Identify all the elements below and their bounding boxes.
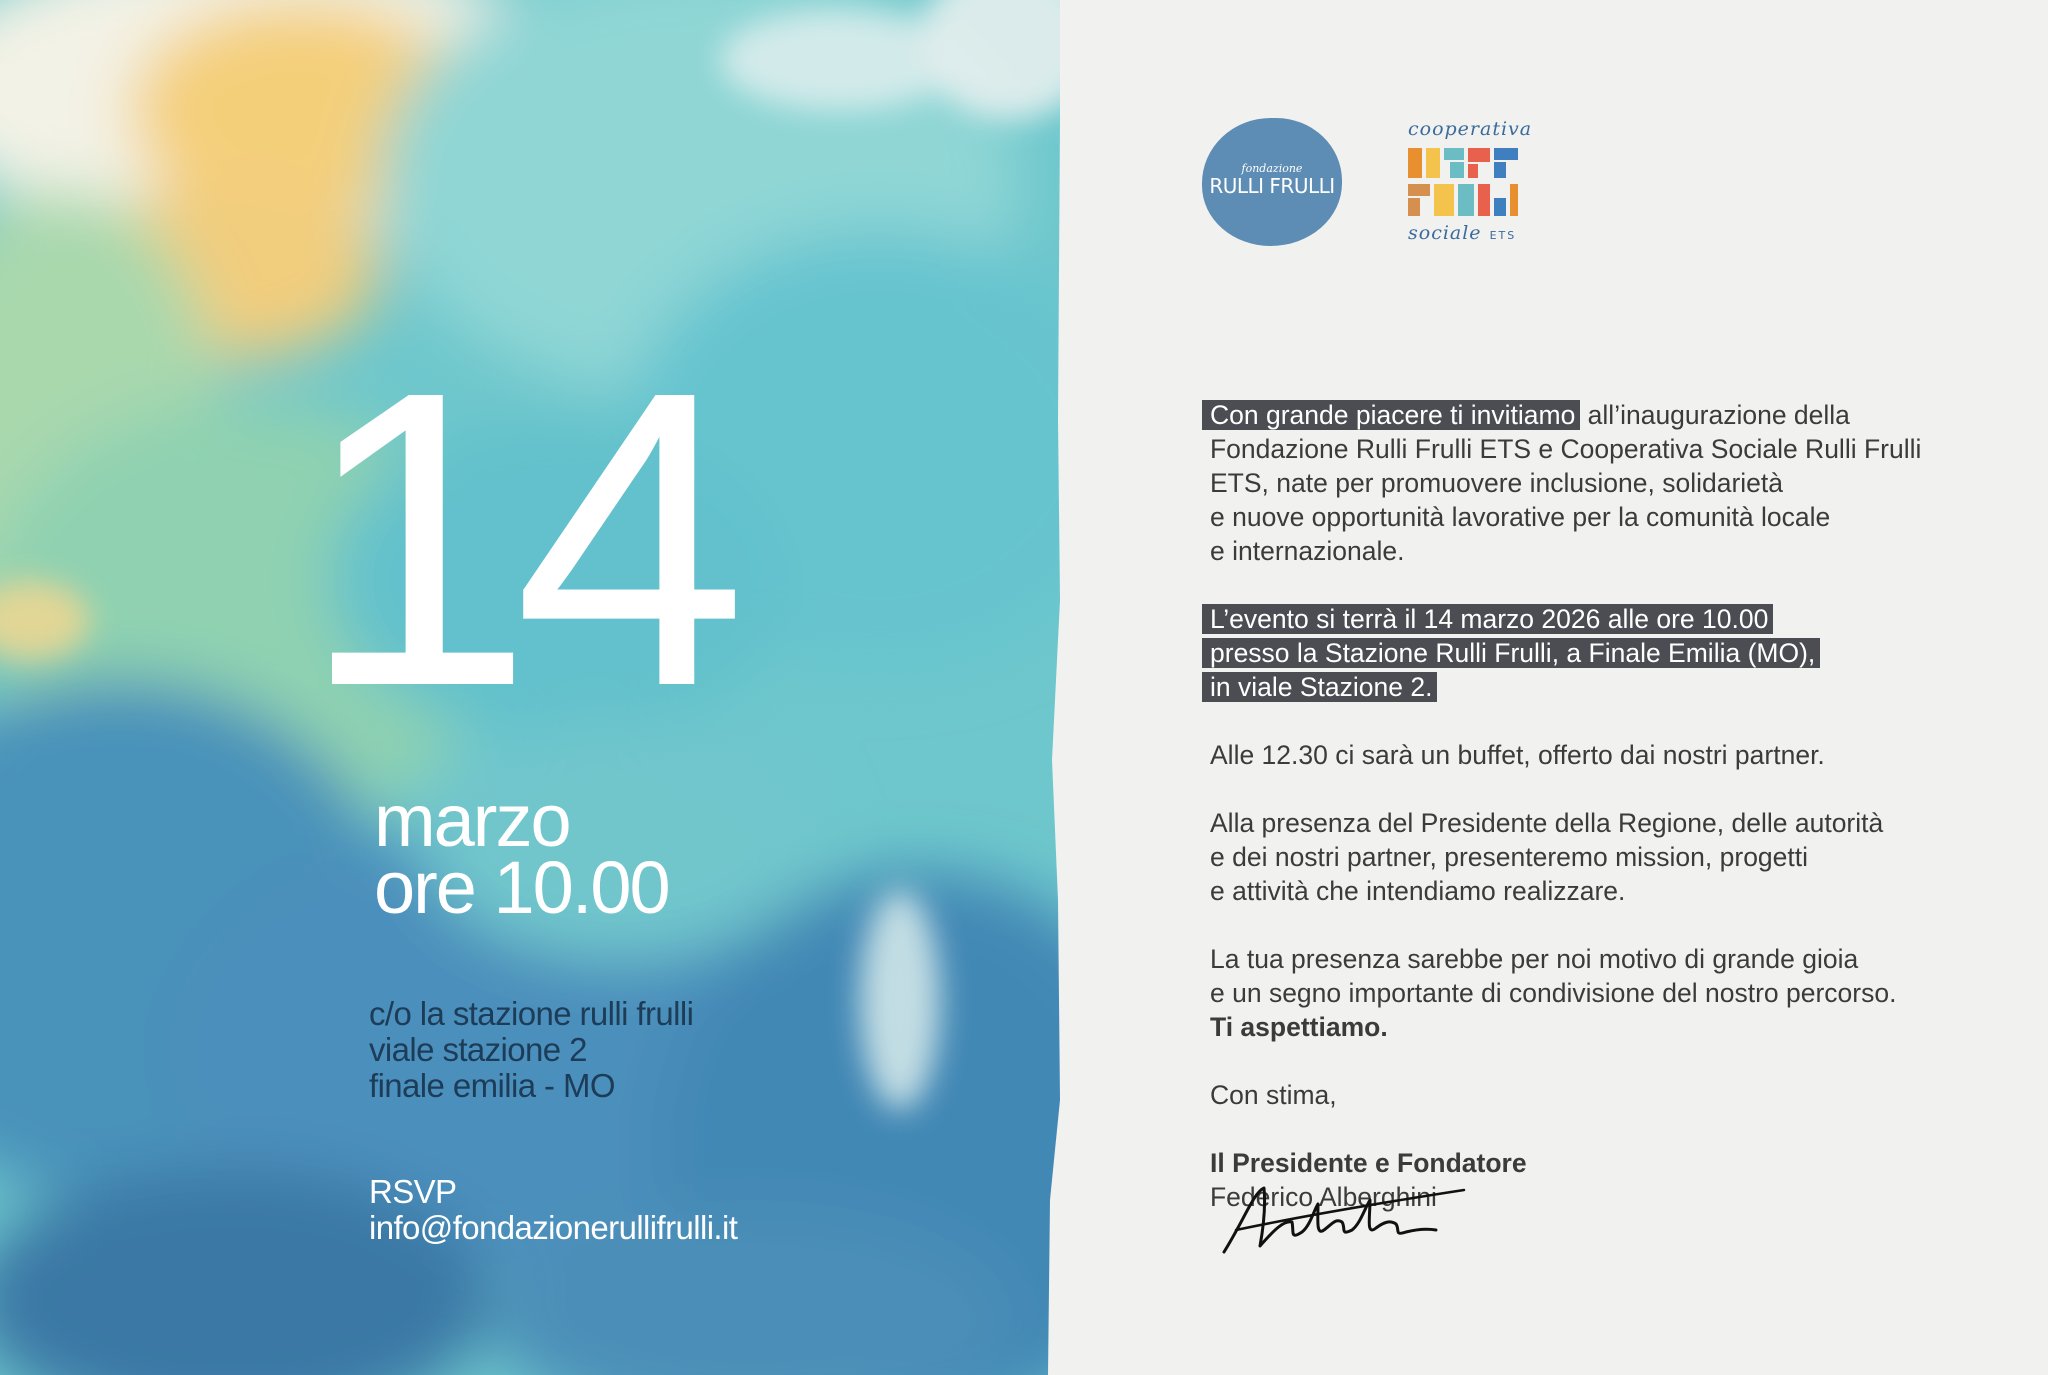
letter-line [1210,670,1990,704]
letter-line: Alle 12.30 ci sarà un buffet, offerto dai nostri partner. [1210,740,1825,770]
coop-logo-top-text: cooperativa [1408,118,1533,140]
letter-text: all’inaugurazione della [1580,400,1850,430]
cooperativa-logo [1400,118,1533,248]
handwritten-signature [1214,1180,1474,1260]
venue-address [369,996,693,1104]
letter-line: e un segno importante di condivisione del nostro percorso. [1210,978,1897,1008]
letter-line [1210,636,1990,670]
event-month: marzo [374,779,570,862]
letter-line: La tua presenza sarebbe per noi motivo di grande gioia [1210,944,1859,974]
letter-line: e internazionale. [1210,536,1405,566]
rsvp-label: RSVP [369,1173,457,1210]
fondazione-logo-name: RULLI FRULLI [1209,174,1335,198]
venue-line: c/o la stazione rulli frulli [369,995,694,1032]
signer-title: Il Presidente e Fondatore [1210,1148,1527,1178]
letter-line: e dei nostri partner, presenteremo mission, progetti [1210,842,1809,872]
highlighted-text: L’evento si terrà il 14 marzo 2026 alle ore 10.00 [1202,604,1773,634]
closing-text: Con stima, [1210,1080,1337,1110]
coop-logo-bottom-text [1408,222,1516,244]
invitation-letter [1210,398,1990,1214]
fondazione-logo-subtitle: fondazione [1241,162,1303,175]
signer-block [1210,1180,1990,1214]
letter-line: ETS, nate per promuovere inclusione, solidarietà [1210,468,1783,498]
venue-line: viale stazione 2 [369,1031,587,1068]
letter-line: e nuove opportunità lavorative per la comunità locale [1210,502,1831,532]
coop-logo-blocks-icon [1408,148,1520,218]
highlighted-text: Con grande piacere ti invitiamo [1202,400,1580,430]
coop-logo-sociale: sociale [1408,222,1482,244]
fondazione-logo [1202,118,1342,246]
highlighted-text: presso la Stazione Rulli Frulli, a Finale Emilia (MO), [1202,638,1820,668]
event-day: 14 [300,305,728,774]
coop-logo-ets: ETS [1489,229,1517,242]
letter-line [1210,398,1990,432]
letter-line [1210,602,1990,636]
signer-name: Federico Alberghini [1210,1182,1437,1212]
highlighted-text: in viale Stazione 2. [1202,672,1437,702]
rsvp-email-link[interactable]: info@fondazionerullifrulli.it [369,1209,738,1246]
event-time: ore 10.00 [374,846,669,929]
letter-line-bold: Ti aspettiamo. [1210,1012,1388,1042]
letter-line: Fondazione Rulli Frulli ETS e Cooperativa Sociale Rulli Frulli [1210,434,1922,464]
letter-line: Alla presenza del Presidente della Regione, delle autorità [1210,808,1884,838]
venue-line: finale emilia - MO [369,1067,615,1104]
letter-line: e attività che intendiamo realizzare. [1210,876,1626,906]
rsvp-block [369,1174,737,1246]
